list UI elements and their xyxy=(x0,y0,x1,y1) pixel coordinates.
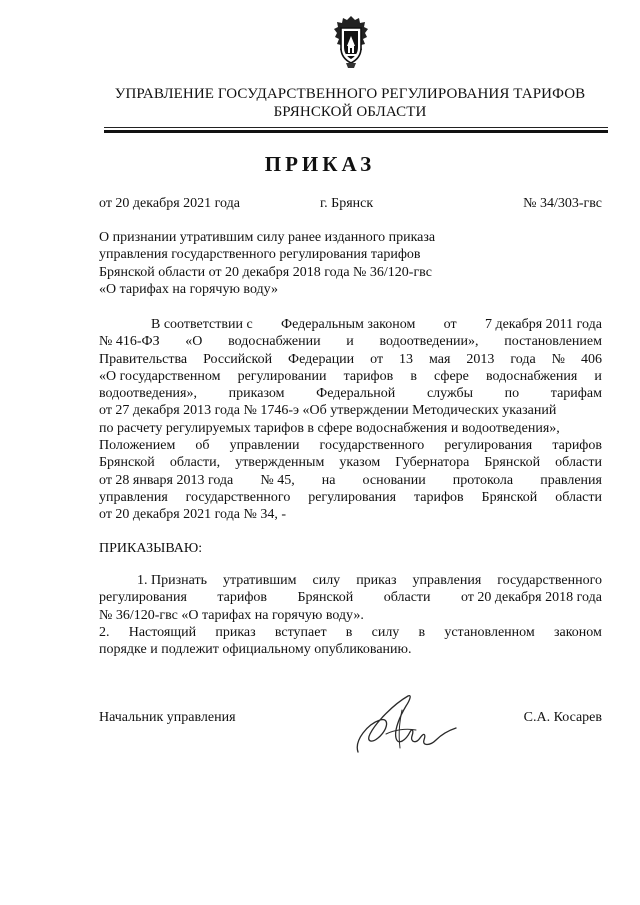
prikazyvayu-heading: ПРИКАЗЫВАЮ: xyxy=(99,541,203,556)
text-word: 1. Признать xyxy=(137,573,207,588)
text-word: управления xyxy=(99,489,168,505)
text-word: службы xyxy=(426,386,473,402)
header-rule-thin xyxy=(104,127,608,128)
text-word: Брянской xyxy=(297,590,354,606)
text-word: постановлением xyxy=(504,334,602,350)
text-line xyxy=(99,506,602,523)
signatory-role: Начальник управления xyxy=(99,710,236,725)
text-word: силу xyxy=(371,624,400,640)
text-word: по xyxy=(504,386,520,402)
text-word: регулирования xyxy=(444,438,533,454)
text-word: 13 xyxy=(399,351,414,367)
document-number: № 34/303-гвс xyxy=(523,196,602,211)
text-word: Российской xyxy=(203,351,273,367)
text-word: в xyxy=(345,624,353,640)
text-word: Брянской xyxy=(99,455,155,471)
text-word: утратившим xyxy=(222,573,297,588)
text-word: Брянской xyxy=(484,455,541,471)
text-word: Федеральной xyxy=(316,386,396,402)
text-word: на xyxy=(321,472,336,488)
text-word: порядке и подлежит официальному опубликованию. xyxy=(99,642,412,658)
text-line xyxy=(99,641,602,658)
document-title: ПРИКАЗ xyxy=(264,152,376,176)
text-word: области xyxy=(383,590,431,606)
text-word: в xyxy=(418,624,426,640)
text-word: мая xyxy=(429,351,451,367)
organization-name-line1: УПРАВЛЕНИЕ ГОСУДАРСТВЕННОГО РЕГУЛИРОВАНИЯ ТАРИФОВ xyxy=(114,86,586,102)
text-word: управления xyxy=(412,573,482,588)
text-word: управлении xyxy=(229,438,300,454)
text-word: и xyxy=(594,368,602,384)
document-city: г. Брянск xyxy=(320,196,374,211)
text-word: № 45, xyxy=(260,472,295,488)
text-word: № xyxy=(551,351,566,367)
text-word: утвержденным xyxy=(235,455,325,471)
text-line xyxy=(99,624,602,641)
text-word: № 416-ФЗ xyxy=(99,334,160,350)
text-word: Губернатора xyxy=(395,455,470,471)
text-word: от 20 декабря 2018 года xyxy=(460,590,602,606)
text-word: тарифам xyxy=(550,386,602,402)
text-word: приказом xyxy=(228,386,285,402)
text-word: протокола xyxy=(452,472,514,488)
signatory-name: С.А. Косарев xyxy=(523,710,602,725)
text-word: области xyxy=(555,455,602,471)
legal-basis-paragraph xyxy=(99,316,602,524)
text-line xyxy=(99,472,602,489)
text-line xyxy=(99,333,602,350)
text-word: 2013 xyxy=(466,351,495,367)
text-line xyxy=(99,316,602,333)
text-word: водоотведении», xyxy=(379,334,479,350)
text-line xyxy=(99,351,602,368)
text-word: тарифов xyxy=(413,489,464,505)
text-word: тарифов xyxy=(217,590,268,606)
text-word: от 27 декабря 2013 года № 1746-э «Об утверждении Методических указаний xyxy=(99,403,557,419)
subject-line: О признании утратившим силу ранее изданного приказа xyxy=(99,230,436,245)
text-word: приказ xyxy=(215,624,256,640)
header-rule-thick xyxy=(104,130,608,133)
text-word: № 36/120-гвс «О тарифах на горячую воду». xyxy=(99,607,364,623)
text-line xyxy=(99,420,602,437)
text-word: законом xyxy=(553,624,602,640)
text-word: Положением xyxy=(99,438,176,454)
text-word: 7 декабря 2011 года xyxy=(484,317,602,332)
text-word: сфере xyxy=(434,368,469,384)
text-word: «О государственном xyxy=(99,368,221,384)
text-line xyxy=(99,572,602,589)
text-word: и xyxy=(346,334,354,350)
text-word: «О xyxy=(185,334,203,350)
coat-of-arms-icon xyxy=(330,14,372,70)
text-word: государственного xyxy=(319,438,425,454)
text-word: установленном xyxy=(444,624,535,640)
text-word: водоснабжения xyxy=(485,368,578,384)
text-word: силу xyxy=(312,573,341,588)
text-word: Федерации xyxy=(288,351,355,367)
text-word: об xyxy=(195,438,210,454)
text-word: Брянской xyxy=(481,489,538,505)
text-line xyxy=(99,402,602,419)
text-word: Настоящий xyxy=(128,624,197,640)
subject-line: Брянской области от 20 декабря 2018 года № 36/120-гвс xyxy=(99,264,432,280)
text-word: тарифов xyxy=(343,368,394,384)
order-items xyxy=(99,572,602,658)
text-word: Федеральным законом xyxy=(281,317,416,332)
text-word: регулирования xyxy=(308,489,397,505)
text-word: 406 xyxy=(581,351,602,367)
text-word: правления xyxy=(540,472,602,488)
text-word: вступает xyxy=(274,624,327,640)
text-word: от xyxy=(370,351,384,367)
text-line xyxy=(99,368,602,385)
text-word: 2. xyxy=(99,624,110,640)
text-line xyxy=(99,437,602,454)
text-word: государственного xyxy=(185,489,291,505)
text-word: регулирования xyxy=(99,590,187,606)
text-word: регулировании xyxy=(237,368,327,384)
text-word: от 20 декабря 2021 года № 34, - xyxy=(99,507,286,523)
text-word: основании xyxy=(362,472,426,488)
handwritten-signature xyxy=(350,690,460,758)
text-word: области, xyxy=(169,455,221,471)
document-date: от 20 декабря 2021 года xyxy=(99,196,240,211)
text-word: от xyxy=(443,317,457,332)
text-word: приказ xyxy=(356,573,397,588)
document-subject xyxy=(99,229,479,298)
text-word: В соответствии с xyxy=(151,317,253,332)
text-word: Правительства xyxy=(99,351,188,367)
subject-line: «О тарифах на горячую воду» xyxy=(99,281,279,297)
text-line xyxy=(99,454,602,471)
text-word: года xyxy=(510,351,536,367)
text-word: от 28 января 2013 года xyxy=(99,472,234,488)
text-word: по расчету регулируемых тарифов в сфере водоснабжения и водоотведения», xyxy=(99,420,560,436)
text-word: водоснабжении xyxy=(228,334,321,350)
text-word: государственного xyxy=(497,573,602,588)
text-line xyxy=(99,385,602,402)
text-word: указом xyxy=(339,455,381,471)
text-word: водоотведения», xyxy=(99,386,197,402)
text-word: области xyxy=(555,489,602,505)
text-word: в xyxy=(410,368,417,384)
text-line xyxy=(99,589,602,606)
text-word: тарифов xyxy=(552,438,602,454)
subject-line: управления государственного регулирования тарифов xyxy=(99,247,421,263)
text-line xyxy=(99,489,602,506)
organization-name-line2: БРЯНСКОЙ ОБЛАСТИ xyxy=(273,104,427,120)
text-line xyxy=(99,607,602,624)
